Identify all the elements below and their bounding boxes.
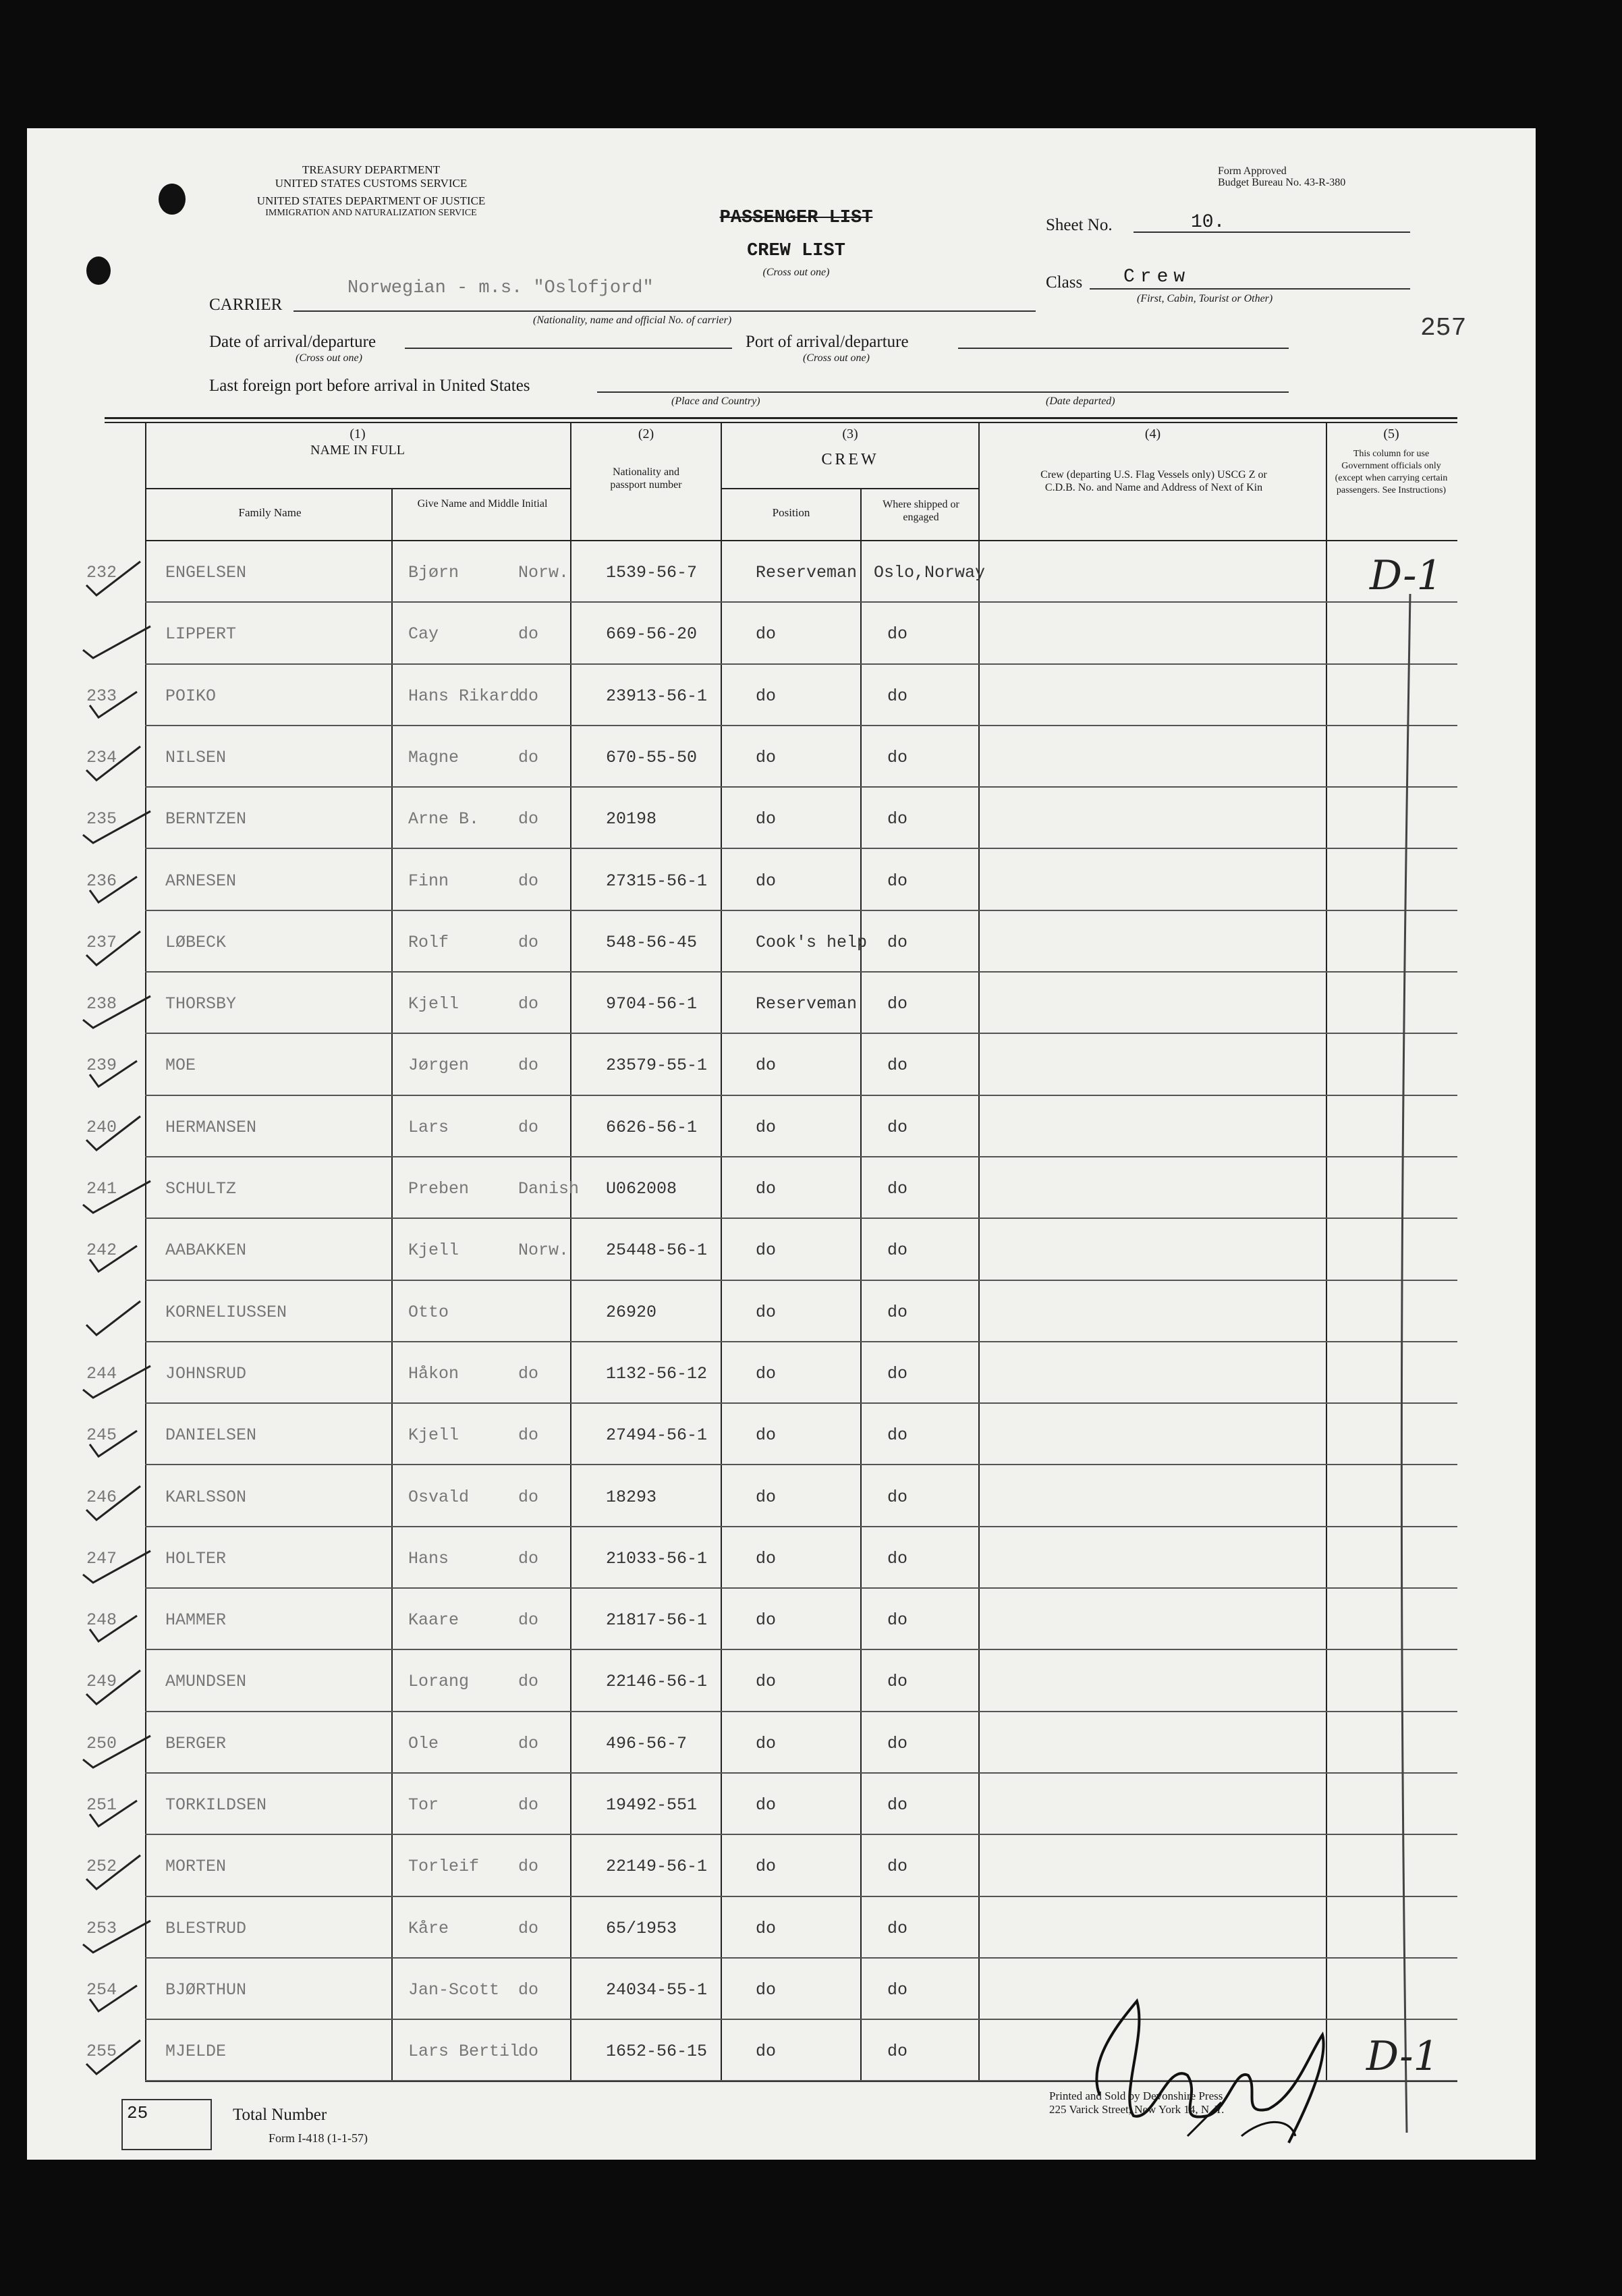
passport-number: 1652-56-15 (606, 2042, 708, 2062)
check-mark (80, 672, 161, 726)
family-name: DANIELSEN (165, 1425, 257, 1446)
header-dept4: IMMIGRATION AND NATURALIZATION SERVICE (265, 208, 477, 218)
punch-hole-mark (86, 256, 111, 285)
col1a-header: Family Name (238, 506, 302, 519)
passport-number: 27494-56-1 (606, 1425, 708, 1446)
check-mark (80, 1349, 161, 1403)
nationality: do (518, 871, 539, 891)
sheet-value: 10. (1191, 212, 1225, 233)
total-value: 25 (127, 2103, 148, 2123)
col4-title: Crew (departing U.S. Flag Vessels only) USCG Z or C.D.B. No. and Name and Address of Next of Kin (1040, 469, 1267, 493)
family-name: BLESTRUD (165, 1918, 247, 1938)
given-name: Kjell (408, 1425, 459, 1446)
table-row (27, 726, 1457, 788)
passport-number: 21033-56-1 (606, 1548, 708, 1568)
passport-number: 1539-56-7 (606, 563, 698, 582)
page-number: 257 (1420, 314, 1467, 343)
col1-number: (1) (349, 427, 366, 441)
row-number: 242 (86, 1240, 117, 1261)
total-box (121, 2099, 212, 2150)
position: do (756, 1240, 777, 1261)
shipped-engaged: do (887, 809, 908, 829)
carrier-label: CARRIER (209, 296, 283, 314)
table-row (27, 973, 1457, 1034)
position: do (756, 1918, 777, 1938)
position: do (756, 871, 777, 891)
col3a-header: Position (772, 506, 810, 519)
given-name: Lars (408, 1117, 449, 1137)
family-name: KARLSSON (165, 1487, 247, 1507)
carrier-hint: (Nationality, name and official No. of carrier) (533, 315, 732, 326)
family-name: MORTEN (165, 1857, 227, 1877)
shipped-engaged: do (887, 994, 908, 1014)
annotation-d1-top: D-1 (1370, 552, 1443, 599)
header-dept3: UNITED STATES DEPARTMENT OF JUSTICE (256, 194, 486, 207)
position: do (756, 624, 777, 645)
check-mark (80, 1288, 161, 1342)
given-name: Hans (408, 1548, 449, 1568)
position: do (756, 1363, 777, 1384)
row-number: 235 (86, 809, 117, 829)
nationality: do (518, 809, 539, 829)
row-number: 245 (86, 1425, 117, 1446)
col1-title: NAME IN FULL (310, 443, 405, 458)
port-label: Port of arrival/departure (746, 333, 909, 351)
passport-number: 26920 (606, 1302, 657, 1322)
check-mark (80, 979, 161, 1033)
nationality: do (518, 1857, 539, 1877)
shipped-engaged: do (887, 747, 908, 767)
table-row (27, 1897, 1457, 1959)
family-name: ENGELSEN (165, 563, 247, 582)
family-name: HAMMER (165, 1610, 227, 1631)
given-name: Kjell (408, 994, 459, 1014)
given-name: Ole (408, 1733, 439, 1753)
passport-number: 22149-56-1 (606, 1857, 708, 1877)
table-row (27, 1835, 1457, 1896)
check-mark (80, 609, 161, 663)
nationality: do (518, 1795, 539, 1815)
position: do (756, 1179, 777, 1199)
shipped-engaged: do (887, 1548, 908, 1568)
given-name: Torleif (408, 1857, 480, 1877)
shipped-engaged: do (887, 932, 908, 952)
row-number: 240 (86, 1117, 117, 1137)
position: do (756, 1857, 777, 1877)
row-number: 244 (86, 1363, 117, 1384)
passport-number: 18293 (606, 1487, 657, 1507)
given-name: Hans Rikard (408, 686, 520, 706)
passport-number: 23913-56-1 (606, 686, 708, 706)
table-row (27, 1157, 1457, 1219)
position: do (756, 1672, 777, 1692)
page-title: CREW LIST (747, 241, 845, 261)
check-mark (80, 1780, 161, 1834)
nationality: do (518, 1979, 539, 2000)
given-name: Kjell (408, 1240, 459, 1261)
family-name: LIPPERT (165, 624, 237, 645)
family-name: MOE (165, 1056, 196, 1076)
class-value: Crew (1123, 267, 1191, 288)
shipped-engaged: do (887, 1918, 908, 1938)
table-row (27, 1589, 1457, 1650)
check-mark (80, 1411, 161, 1465)
passport-number: 1132-56-12 (606, 1363, 708, 1384)
shipped-engaged: do (887, 1056, 908, 1076)
table-row (27, 603, 1457, 664)
shipped-engaged: do (887, 1117, 908, 1137)
nationality: Norw. (518, 563, 569, 582)
shipped-engaged: do (887, 2042, 908, 2062)
nationality: do (518, 624, 539, 645)
punch-hole-mark (159, 184, 186, 215)
passport-number: 496-56-7 (606, 1733, 688, 1753)
given-name: Arne B. (408, 809, 480, 829)
check-mark (80, 1103, 161, 1157)
shipped-engaged: do (887, 1425, 908, 1446)
family-name: HERMANSEN (165, 1117, 257, 1137)
family-name: LØBECK (165, 932, 227, 952)
date-departed-hint: (Date departed) (1046, 395, 1115, 407)
last-port-label: Last foreign port before arrival in United States (209, 377, 530, 395)
position: do (756, 686, 777, 706)
nationality: do (518, 747, 539, 767)
passport-number: 22146-56-1 (606, 1672, 708, 1692)
row-number: 236 (86, 871, 117, 891)
col4-number: (4) (1144, 427, 1161, 441)
row-number: 237 (86, 932, 117, 952)
shipped-engaged: do (887, 1302, 908, 1322)
position: do (756, 747, 777, 767)
table-row (27, 1712, 1457, 1774)
col3-title: CREW (821, 451, 879, 468)
passport-number: 24034-55-1 (606, 1979, 708, 2000)
given-name: Rolf (408, 932, 449, 952)
given-name: Jan-Scott (408, 1979, 500, 2000)
check-mark (80, 1226, 161, 1280)
check-mark (80, 1965, 161, 2019)
row-number: 233 (86, 686, 117, 706)
table-row (27, 1404, 1457, 1465)
passport-number: 548-56-45 (606, 932, 698, 952)
family-name: SCHULTZ (165, 1179, 237, 1199)
row-number: 241 (86, 1179, 117, 1199)
row-number: 239 (86, 1056, 117, 1076)
header-dept1: TREASURY DEPARTMENT (302, 163, 441, 176)
table-row (27, 1096, 1457, 1157)
family-name: BERNTZEN (165, 809, 247, 829)
nationality: do (518, 1610, 539, 1631)
shipped-engaged: do (887, 1733, 908, 1753)
position: do (756, 1733, 777, 1753)
carrier-value: Norwegian - m.s. "Oslofjord" (347, 278, 654, 298)
passport-number: 23579-55-1 (606, 1056, 708, 1076)
shipped-engaged: do (887, 1979, 908, 2000)
family-name: MJELDE (165, 2042, 227, 2062)
class-label: Class (1046, 273, 1083, 292)
nationality: do (518, 932, 539, 952)
table-row (27, 665, 1457, 726)
shipped-engaged: Oslo,Norway (874, 563, 986, 582)
family-name: TORKILDSEN (165, 1795, 267, 1815)
row-number: 255 (86, 2042, 117, 2062)
shipped-engaged: do (887, 871, 908, 891)
nationality: do (518, 1056, 539, 1076)
check-mark (80, 1473, 161, 1527)
table-row (27, 911, 1457, 973)
shipped-engaged: do (887, 1795, 908, 1815)
table-row (27, 1650, 1457, 1712)
col2-number: (2) (638, 427, 654, 441)
pencil-bracket-line (1383, 594, 1430, 2160)
row-number: 253 (86, 1918, 117, 1938)
printer-line2: 225 Varick Street, New York 14, N. Y. (1049, 2103, 1225, 2116)
total-label: Total Number (233, 2106, 327, 2124)
passport-number: 27315-56-1 (606, 871, 708, 891)
check-mark (80, 1719, 161, 1773)
shipped-engaged: do (887, 1179, 908, 1199)
given-name: Magne (408, 747, 459, 767)
row-number: 246 (86, 1487, 117, 1507)
nationality: Danish (518, 1179, 580, 1199)
passport-number: 19492-551 (606, 1795, 698, 1815)
nationality: do (518, 1487, 539, 1507)
check-mark (80, 733, 161, 787)
check-mark (80, 1842, 161, 1896)
annotation-d1-bottom: D-1 (1366, 2033, 1439, 2080)
budget-bureau: Budget Bureau No. 43-R-380 (1218, 177, 1346, 188)
row-number: 249 (86, 1672, 117, 1692)
position: do (756, 1548, 777, 1568)
check-mark (80, 548, 161, 602)
row-number: 232 (86, 563, 117, 582)
nationality: do (518, 1672, 539, 1692)
printer-line1: Printed and Sold by Devonshire Press (1049, 2089, 1223, 2102)
passport-number: 25448-56-1 (606, 1240, 708, 1261)
given-name: Kåre (408, 1918, 449, 1938)
nationality: do (518, 1425, 539, 1446)
row-number: 254 (86, 1979, 117, 2000)
row-number: 234 (86, 747, 117, 767)
check-mark (80, 1534, 161, 1588)
position: Reserveman (756, 563, 858, 582)
row-number: 238 (86, 994, 117, 1014)
row-number: 247 (86, 1548, 117, 1568)
table-row (27, 541, 1457, 603)
form-number: Form I-418 (1-1-57) (269, 2131, 368, 2145)
passport-number: 669-56-20 (606, 624, 698, 645)
nationality: do (518, 994, 539, 1014)
table-row (27, 1034, 1457, 1095)
shipped-engaged: do (887, 1240, 908, 1261)
table-row (27, 1219, 1457, 1280)
family-name: THORSBY (165, 994, 237, 1014)
family-name: KORNELIUSSEN (165, 1302, 287, 1322)
family-name: POIKO (165, 686, 217, 706)
place-hint: (Place and Country) (671, 395, 760, 407)
passport-number: 21817-56-1 (606, 1610, 708, 1631)
title-struck: PASSENGER LIST (719, 208, 873, 228)
family-name: JOHNSRUD (165, 1363, 247, 1384)
family-name: AABAKKEN (165, 1240, 247, 1261)
position: Reserveman (756, 994, 858, 1014)
sheet-label: Sheet No. (1046, 216, 1113, 234)
table-row (27, 788, 1457, 849)
shipped-engaged: do (887, 686, 908, 706)
given-name: Jørgen (408, 1056, 470, 1076)
port-hint: (Cross out one) (803, 352, 870, 364)
row-number: 248 (86, 1610, 117, 1631)
given-name: Lars Bertil (408, 2042, 520, 2062)
family-name: BJØRTHUN (165, 1979, 247, 2000)
header-dept2: UNITED STATES CUSTOMS SERVICE (275, 177, 468, 190)
table-row (27, 1342, 1457, 1404)
table-row (27, 850, 1457, 911)
shipped-engaged: do (887, 1610, 908, 1631)
col5-title: This column for use Government officials only (except when carrying certain passengers. See Instructions) (1335, 449, 1448, 495)
family-name: NILSEN (165, 747, 227, 767)
col3-number: (3) (842, 427, 858, 441)
date-hint: (Cross out one) (296, 352, 362, 364)
table-row (27, 1527, 1457, 1589)
col5-number: (5) (1383, 427, 1399, 441)
given-name: Kaare (408, 1610, 459, 1631)
crew-list-form (27, 128, 1536, 2160)
check-mark (80, 1904, 161, 1958)
family-name: HOLTER (165, 1548, 227, 1568)
passport-number: U062008 (606, 1179, 677, 1199)
col1b-header: Give Name and Middle Initial (417, 498, 548, 510)
family-name: ARNESEN (165, 871, 237, 891)
table-row (27, 1774, 1457, 1835)
position: do (756, 1487, 777, 1507)
nationality: do (518, 1918, 539, 1938)
shipped-engaged: do (887, 1363, 908, 1384)
given-name: Otto (408, 1302, 449, 1322)
position: do (756, 1979, 777, 2000)
row-number: 251 (86, 1795, 117, 1815)
signature (1073, 1981, 1383, 2156)
given-name: Finn (408, 871, 449, 891)
check-mark (80, 1164, 161, 1218)
check-mark (80, 2027, 161, 2081)
table-row (27, 1466, 1457, 1527)
col3b-header: Where shipped or engaged (883, 499, 959, 523)
shipped-engaged: do (887, 1672, 908, 1692)
title-hint: (Cross out one) (762, 267, 830, 278)
nationality: do (518, 2042, 539, 2062)
shipped-engaged: do (887, 1487, 908, 1507)
nationality: Norw. (518, 1240, 569, 1261)
check-mark (80, 918, 161, 972)
given-name: Håkon (408, 1363, 459, 1384)
shipped-engaged: do (887, 624, 908, 645)
nationality: do (518, 1548, 539, 1568)
position: do (756, 809, 777, 829)
given-name: Lorang (408, 1672, 470, 1692)
check-mark (80, 1041, 161, 1095)
nationality: do (518, 1363, 539, 1384)
position: do (756, 1117, 777, 1137)
given-name: Osvald (408, 1487, 470, 1507)
date-label: Date of arrival/departure (209, 333, 376, 351)
position: Cook's help (756, 932, 868, 952)
given-name: Preben (408, 1179, 470, 1199)
nationality: do (518, 686, 539, 706)
passport-number: 6626-56-1 (606, 1117, 698, 1137)
passport-number: 670-55-50 (606, 747, 698, 767)
col2-title: Nationality and passport number (610, 466, 682, 491)
position: do (756, 1795, 777, 1815)
class-hint: (First, Cabin, Tourist or Other) (1137, 293, 1273, 304)
family-name: BERGER (165, 1733, 227, 1753)
position: do (756, 1425, 777, 1446)
shipped-engaged: do (887, 1857, 908, 1877)
table-row (27, 1281, 1457, 1342)
given-name: Tor (408, 1795, 439, 1815)
position: do (756, 1056, 777, 1076)
check-mark (80, 1595, 161, 1649)
given-name: Bjørn (408, 563, 459, 582)
check-mark (80, 794, 161, 848)
passport-number: 9704-56-1 (606, 994, 698, 1014)
check-mark (80, 1657, 161, 1711)
family-name: AMUNDSEN (165, 1672, 247, 1692)
position: do (756, 1302, 777, 1322)
passport-number: 20198 (606, 809, 657, 829)
passport-number: 65/1953 (606, 1918, 677, 1938)
check-mark (80, 856, 161, 910)
row-number: 252 (86, 1857, 117, 1877)
position: do (756, 2042, 777, 2062)
form-approved: Form Approved (1218, 165, 1287, 177)
given-name: Cay (408, 624, 439, 645)
row-number: 250 (86, 1733, 117, 1753)
nationality: do (518, 1117, 539, 1137)
nationality: do (518, 1733, 539, 1753)
position: do (756, 1610, 777, 1631)
